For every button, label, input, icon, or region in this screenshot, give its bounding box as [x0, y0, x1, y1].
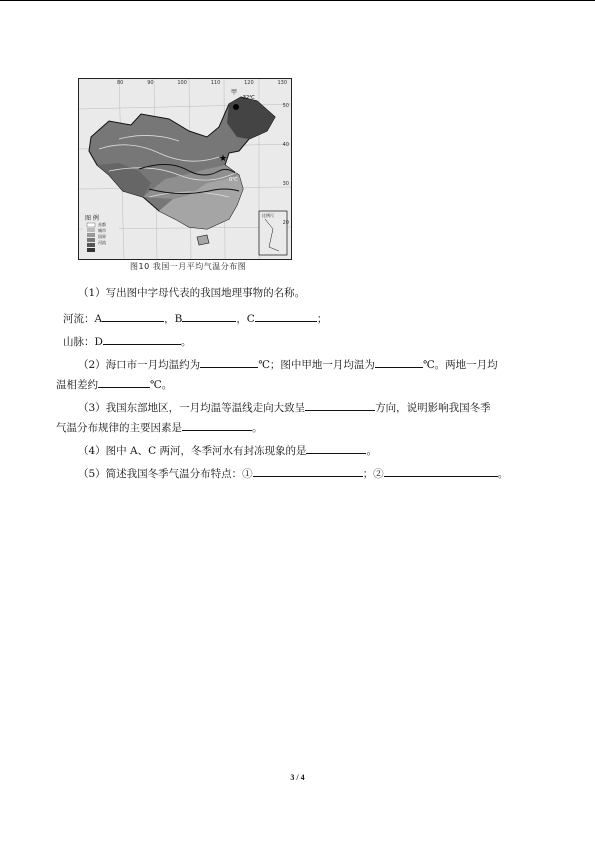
- map-caption: 图10 我国一月平均气温分布图: [130, 262, 247, 271]
- place-jia-label: 甲: [231, 89, 238, 96]
- latitude-ticks: [283, 103, 289, 226]
- north-temp-label: -32℃: [241, 95, 255, 101]
- question-2-line2: [56, 376, 172, 392]
- svg-text:★: ★: [219, 154, 228, 164]
- mountain-end: 。: [180, 336, 192, 348]
- top-rule: [0, 0, 595, 1]
- lon-tick: 90: [147, 80, 154, 86]
- temperature-map: [78, 78, 292, 260]
- answer-blank-haikou-temp[interactable]: [200, 356, 258, 368]
- legend-item: 河流: [98, 240, 106, 245]
- q5-text-2: ；②: [362, 468, 384, 480]
- question-5: [78, 465, 508, 481]
- answer-blank-feature-2[interactable]: [384, 465, 498, 477]
- q4-text-1: （4）图中 A、C 两河，冬季河水有封冻现象的是: [78, 445, 307, 457]
- lon-tick: 120: [244, 80, 254, 86]
- question-3: [78, 399, 491, 415]
- q2-text-1: （2）海口市一月均温约为: [78, 359, 201, 371]
- rivers-end: ；: [316, 313, 328, 325]
- question-3-line2: [56, 419, 263, 435]
- q2-text-4: 温相差约: [56, 379, 98, 391]
- lat-tick: 30: [282, 181, 289, 187]
- lat-tick: 20: [282, 220, 289, 226]
- rivers-sep-c: ，C: [236, 313, 255, 325]
- lon-tick: 110: [210, 80, 221, 86]
- q3-text-2: 方向，说明影响我国冬季: [375, 402, 491, 414]
- question-1: [78, 286, 305, 300]
- q3-text-1: （3）我国东部地区，一月均温等温线走向大致呈: [78, 402, 306, 414]
- lat-tick: 40: [282, 142, 289, 148]
- answer-blank-d[interactable]: [103, 333, 181, 345]
- lon-tick: 130: [277, 80, 287, 86]
- inset-label: 比例尺: [262, 213, 274, 218]
- answer-blank-b[interactable]: [182, 310, 236, 322]
- legend-title: 图 例: [85, 215, 99, 222]
- q4-text-2: 。: [366, 445, 377, 457]
- legend-item: 首都: [98, 222, 106, 227]
- answer-blank-a[interactable]: [102, 310, 164, 322]
- mountain-label: 山脉：D: [63, 336, 103, 348]
- zero-temp-label: 0℃: [229, 177, 238, 183]
- question-4: [78, 442, 377, 458]
- q1-text: （1）写出图中字母代表的我国地理事物的名称。: [78, 287, 306, 299]
- question-1-rivers: [63, 310, 327, 326]
- legend-item: 城市: [98, 228, 106, 233]
- answer-blank-jia-temp[interactable]: [375, 356, 423, 368]
- longitude-ticks: [117, 80, 287, 86]
- page-number: 3 / 4: [290, 773, 305, 782]
- answer-blank-c[interactable]: [255, 310, 317, 322]
- legend-items: [98, 222, 106, 246]
- q3-text-4: 。: [252, 422, 263, 434]
- q5-text-1: （5）简述我国冬季气温分布特点：①: [78, 468, 253, 480]
- q2-text-3: ℃。两地一月均: [422, 359, 498, 371]
- q3-text-3: 气温分布规律的主要因素是: [56, 422, 182, 434]
- q2-text-5: ℃。: [150, 379, 173, 391]
- lon-tick: 80: [117, 80, 124, 86]
- question-2: [78, 356, 498, 372]
- china-map-graphic: [79, 79, 291, 259]
- question-1-mountain: [63, 333, 191, 349]
- lon-tick: 100: [177, 80, 187, 86]
- rivers-label: 河流：A: [63, 313, 103, 325]
- legend-item: 国界: [98, 234, 106, 239]
- rivers-sep-b: ，B: [164, 313, 183, 325]
- q2-text-2: ℃；图中甲地一月均温为: [258, 359, 375, 371]
- answer-blank-direction[interactable]: [305, 399, 375, 411]
- answer-blank-frozen-river[interactable]: [306, 442, 366, 454]
- answer-blank-temp-diff[interactable]: [98, 376, 150, 388]
- q5-text-3: 。: [497, 468, 509, 480]
- answer-blank-factor[interactable]: [182, 419, 252, 431]
- answer-blank-feature-1[interactable]: [253, 465, 363, 477]
- lat-tick: 50: [282, 103, 289, 109]
